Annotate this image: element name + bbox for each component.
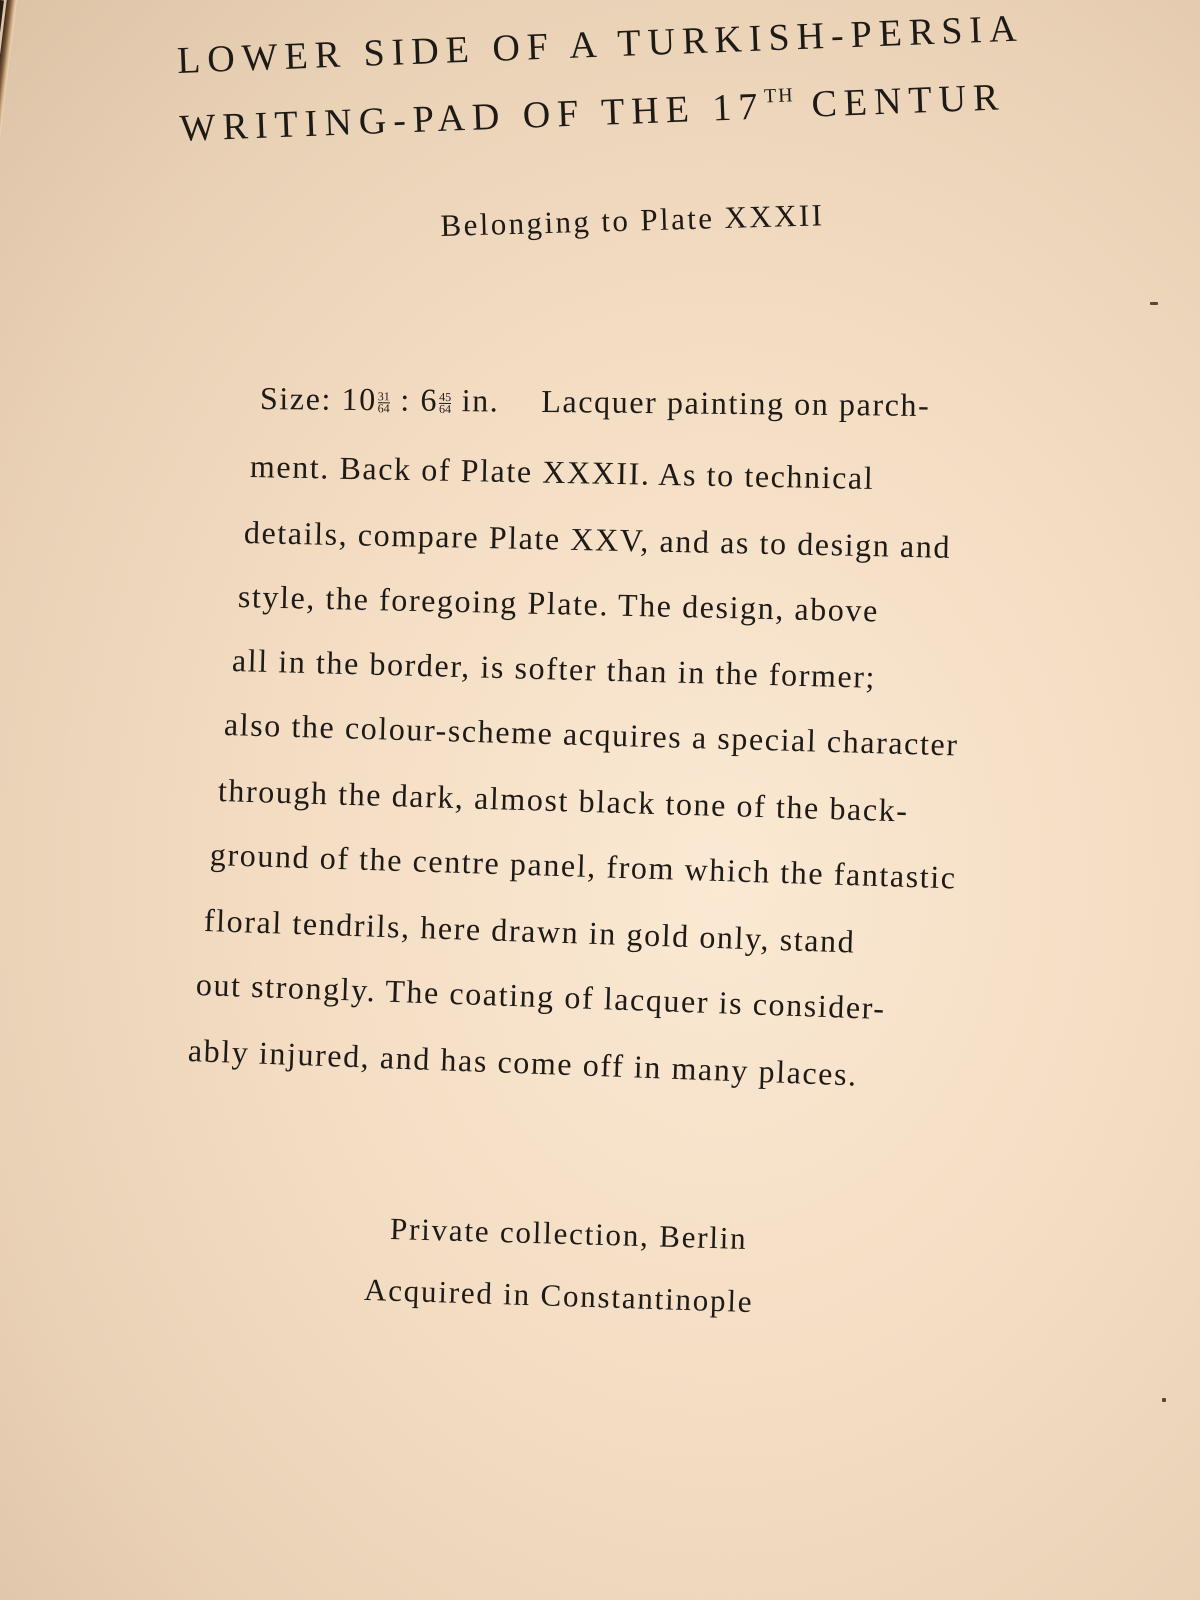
body-line: style, the foregoing Plate. The design, above: [237, 578, 880, 629]
size-fraction-2: [439, 392, 451, 415]
fraction-1-denominator: 64: [377, 401, 390, 416]
size-fraction-1: [378, 391, 390, 414]
paper-speck: [1162, 1398, 1166, 1402]
collection-note: Private collection, Berlin: [389, 1211, 749, 1256]
body-line: ably injured, and has come off in many places.: [187, 1032, 859, 1093]
size-separator: : 6: [390, 381, 439, 418]
body-line: out strongly. The coating of lacquer is consider-: [195, 966, 887, 1027]
paper-speck: [1150, 302, 1158, 305]
size-line: [260, 380, 931, 424]
body-line: through the dark, almost black tone of the back-: [217, 772, 910, 829]
title-line-2-start: WRITING-PAD OF THE 17: [178, 85, 766, 150]
body-line: ment. Back of Plate XXXII. As to technical: [249, 448, 875, 496]
body-line: ground of the centre panel, from which the fantastic: [209, 836, 958, 896]
acquisition-note: Acquired in Constantinople: [363, 1271, 754, 1320]
body-line: floral tendrils, here drawn in gold only, stand: [203, 902, 856, 960]
title-superscript: TH: [763, 84, 796, 108]
page-subtitle: Belonging to Plate XXXII: [440, 197, 825, 243]
body-line: also the colour-scheme acquires a special character: [223, 706, 960, 763]
fraction-2-denominator: 64: [438, 402, 452, 417]
title-line-2-end: CENTUR: [794, 76, 1007, 127]
body-line: all in the border, is softer than in the former;: [231, 642, 877, 695]
size-label: Size: 10: [259, 380, 377, 418]
fraction-1-numerator: 31: [377, 389, 390, 404]
title-line-1: LOWER SIDE OF A TURKISH-PERSIA: [176, 7, 1025, 82]
fraction-2-numerator: 45: [439, 390, 452, 405]
size-unit: in.: [451, 382, 500, 419]
body-line: details, compare Plate XXV, and as to design and: [243, 514, 952, 565]
page-title: [176, 0, 1200, 158]
size-description: Lacquer painting on parch-: [541, 382, 931, 424]
